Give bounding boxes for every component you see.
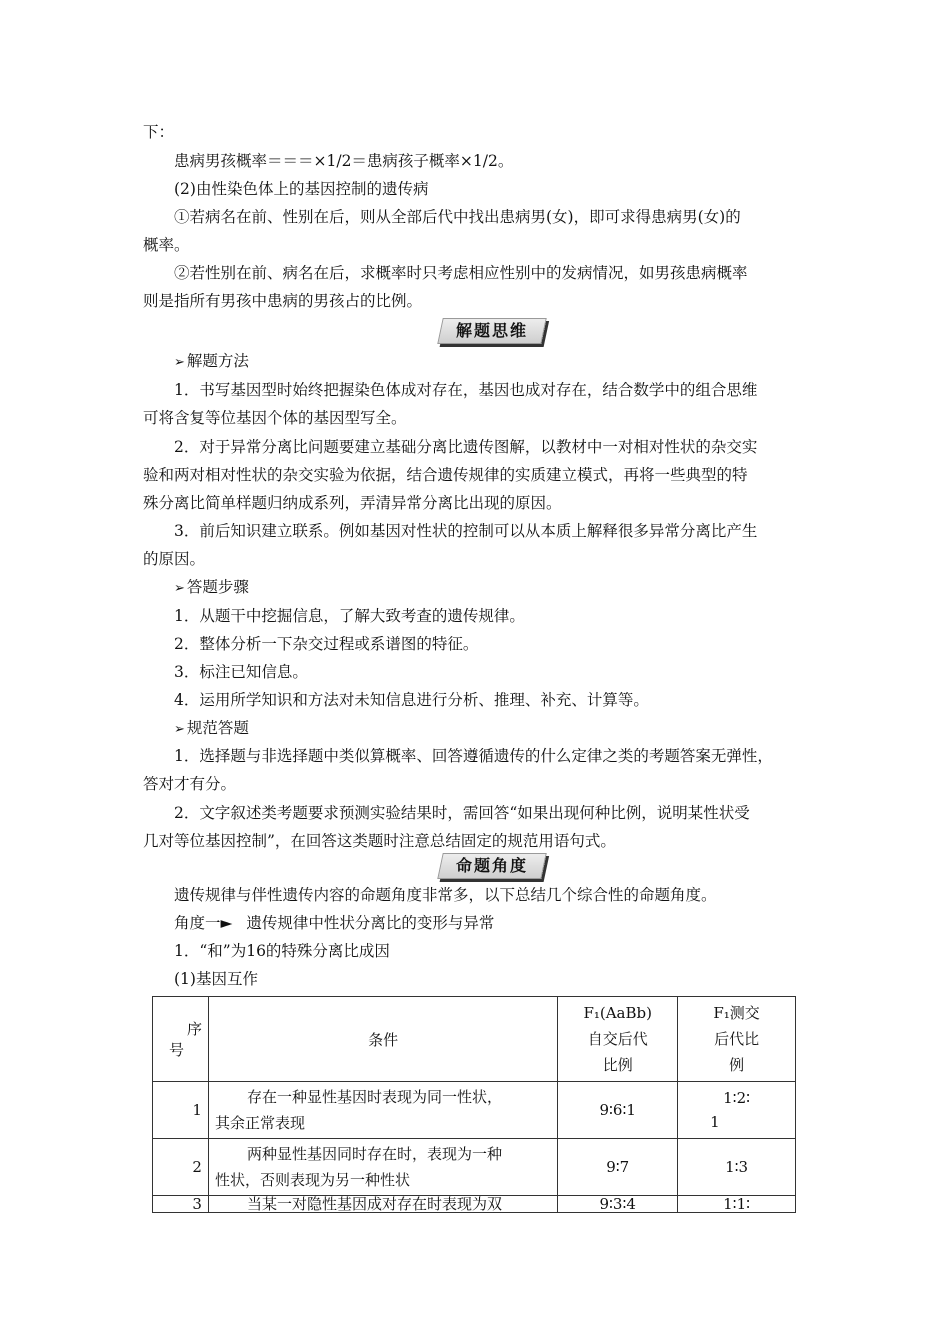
method-1a: 1．书写基因型时始终把握染色体成对存在，基因也成对存在，结合数学中的组合思维 bbox=[174, 381, 758, 399]
header-f1-self bbox=[558, 997, 678, 1082]
step-1: 1．从题干中挖掘信息，了解大致考查的遗传规律。 bbox=[174, 607, 525, 625]
subhead-label: 解题方法 bbox=[186, 352, 249, 370]
row-cond-b: 性状，否则表现为另一种性状 bbox=[214, 1171, 410, 1189]
section-banner-mingti bbox=[437, 853, 547, 879]
row-test-a: 1∶2∶ bbox=[723, 1089, 751, 1107]
subhead-label: 规范答题 bbox=[186, 719, 249, 737]
table-header-row bbox=[153, 997, 796, 1082]
header-tc-b: 后代比 bbox=[714, 1030, 760, 1048]
header-no-b: 号 bbox=[169, 1041, 185, 1059]
intro-line-3: (2)由性染色体上的基因控制的遗传病 bbox=[174, 180, 429, 198]
row-cond-b: 其余正常表现 bbox=[214, 1114, 305, 1132]
row-condition bbox=[208, 1082, 557, 1139]
row-self-ratio: 9∶7 bbox=[558, 1139, 678, 1196]
header-f1-b: 自交后代 bbox=[587, 1030, 648, 1048]
header-condition: 条件 bbox=[208, 997, 557, 1082]
row-no: 2 bbox=[153, 1139, 209, 1196]
norm-2a: 2．文字叙述类考题要求预测实验结果时，需回答“如果出现何种比例，说明某性状受 bbox=[174, 804, 750, 822]
row-self-ratio: 9∶6∶1 bbox=[558, 1082, 678, 1139]
angle-one bbox=[174, 912, 494, 934]
method-3a: 3．前后知识建立联系。例如基因对性状的控制可以从本质上解释很多异常分离比产生 bbox=[174, 522, 758, 540]
header-tc-c: 例 bbox=[729, 1056, 745, 1074]
step-3: 3．标注已知信息。 bbox=[174, 663, 308, 681]
intro-line-5b: 则是指所有男孩中患病的男孩占的比例。 bbox=[143, 292, 423, 310]
row-cond-a: 两种显性基因同时存在时，表现为一种 bbox=[246, 1145, 502, 1163]
ratio-table bbox=[152, 996, 796, 1213]
row-cond-a: 存在一种显性基因时表现为同一性状， bbox=[246, 1088, 502, 1106]
row-no: 3 bbox=[153, 1196, 209, 1213]
subhead-norm bbox=[174, 717, 249, 741]
intro-line-1: 下： bbox=[143, 123, 175, 141]
section-title: 解题思维 bbox=[455, 321, 528, 340]
header-f1-c: 比例 bbox=[602, 1056, 633, 1074]
row-test-b: 1 bbox=[710, 1113, 720, 1131]
table-row bbox=[153, 1082, 796, 1139]
header-no-a: 序 bbox=[186, 1020, 202, 1038]
intro-line-4a: ①若病名在前、性别在后，则从全部后代中找出患病男(女)，即可求得患病男(女)的 bbox=[174, 208, 741, 226]
header-tc-a: F₁测交 bbox=[713, 1004, 760, 1022]
subhead-steps bbox=[174, 576, 249, 600]
step-2: 2．整体分析一下杂交过程或系谱图的特征。 bbox=[174, 635, 479, 653]
norm-1b: 答对才有分。 bbox=[143, 775, 237, 793]
method-3b: 的原因。 bbox=[143, 550, 206, 568]
row-no: 1 bbox=[153, 1082, 209, 1139]
norm-1a: 1．选择题与非选择题中类似算概率、回答遵循遗传的什么定律之类的考题答案无弹性， bbox=[174, 747, 773, 765]
step-4: 4．运用所学知识和方法对未知信息进行分析、推理、补充、计算等。 bbox=[174, 691, 649, 709]
row-test-ratio: 1∶3 bbox=[678, 1139, 796, 1196]
angle-label: 角度一► bbox=[174, 914, 233, 932]
row-condition: 当某一对隐性基因成对存在时表现为双 bbox=[208, 1196, 557, 1213]
subhead-method bbox=[174, 350, 249, 374]
method-1b: 可将含复等位基因个体的基因型写全。 bbox=[143, 409, 407, 427]
row-self-ratio: 9∶3∶4 bbox=[558, 1196, 678, 1213]
section-banner-jieti bbox=[437, 318, 547, 344]
heading-sum16: 1．“和”为16的特殊分离比成因 bbox=[174, 942, 390, 960]
method-2b: 验和两对相对性状的杂交实验为依据，结合遗传规律的实质建立模式，再将一些典型的特 bbox=[143, 466, 748, 484]
row-test-ratio: 1∶1∶ bbox=[678, 1196, 796, 1213]
double-arrow-icon: ➢ bbox=[174, 722, 185, 737]
header-no bbox=[153, 997, 209, 1082]
section-title: 命题角度 bbox=[455, 856, 528, 875]
intro-line-4b: 概率。 bbox=[143, 236, 190, 254]
intro-line-2: 患病男孩概率＝＝＝×1/2＝患病孩子概率×1/2。 bbox=[174, 152, 514, 170]
intro-line-5a: ②若性别在前、病名在后，求概率时只考虑相应性别中的发病情况，如男孩患病概率 bbox=[174, 264, 748, 282]
row-test-ratio bbox=[678, 1082, 796, 1139]
method-2a: 2．对于异常分离比问题要建立基础分离比遗传图解，以教材中一对相对性状的杂交实 bbox=[174, 438, 758, 456]
subhead-label: 答题步骤 bbox=[186, 578, 249, 596]
header-f1-a: F₁(AaBb) bbox=[583, 1004, 652, 1022]
angle-text: 遗传规律中性状分离比的变形与异常 bbox=[246, 914, 495, 932]
double-arrow-icon: ➢ bbox=[174, 581, 185, 596]
method-2c: 殊分离比简单样题归纳成系列，弄清异常分离比出现的原因。 bbox=[143, 494, 562, 512]
table-row bbox=[153, 1139, 796, 1196]
angle-intro: 遗传规律与伴性遗传内容的命题角度非常多，以下总结几个综合性的命题角度。 bbox=[174, 886, 717, 904]
table-row bbox=[153, 1196, 796, 1213]
header-testcross bbox=[678, 997, 796, 1082]
heading-gene-interaction: (1)基因互作 bbox=[174, 970, 258, 988]
row-condition bbox=[208, 1139, 557, 1196]
double-arrow-icon: ➢ bbox=[174, 355, 185, 370]
norm-2b: 几对等位基因控制”，在回答这类题时注意总结固定的规范用语句式。 bbox=[143, 832, 616, 850]
